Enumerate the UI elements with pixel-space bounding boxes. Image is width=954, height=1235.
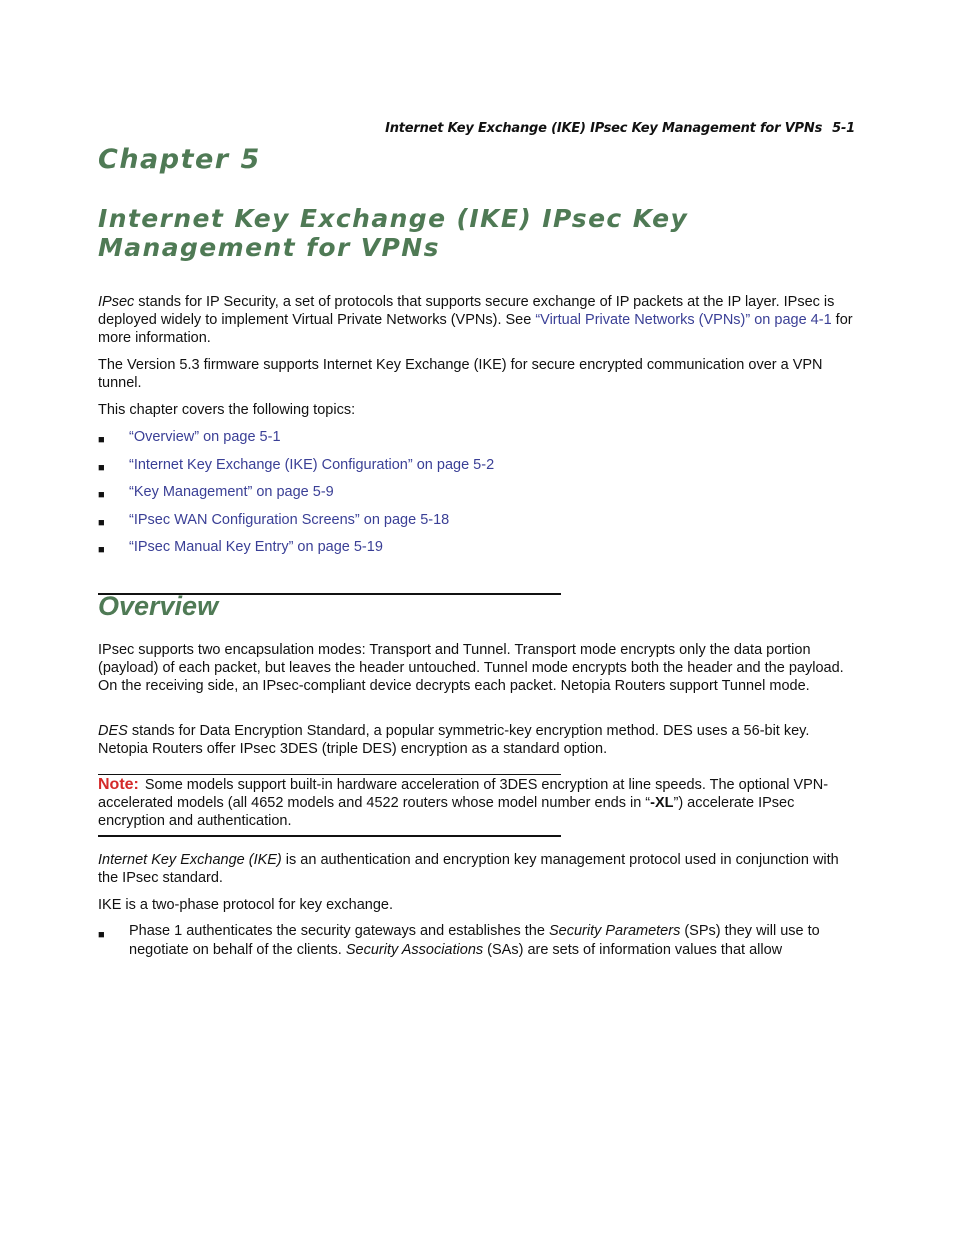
term-security-associations: Security Associations <box>345 942 484 958</box>
topics-list <box>98 428 798 566</box>
note-bottom-rule <box>98 835 561 837</box>
bullet-icon: ■ <box>98 516 105 529</box>
intro-p1-text: stands for IP Security, a set of protocols that supports secure exchange of IP packets at the IP layer. IPsec is deployed widely to implement Virtual Private Networks (VPNs). See <box>98 294 835 328</box>
phase1-text-c: (SAs) are sets of information values that allow <box>483 942 783 958</box>
overview-p2-text: stands for Data Encryption Standard, a popular symmetric-key encryption method. DES uses a 56-bit key. Netopia Routers offer IPsec 3DES (triple DES) encryption as a standard option. <box>98 723 810 757</box>
intro-p2-text: The Version 5.3 firmware supports Internet Key Exchange (IKE) for secure encrypted communication over a VPN tunnel. <box>98 357 823 391</box>
term-ike: Internet Key Exchange (IKE) <box>98 852 282 868</box>
intro-paragraph-2 <box>98 356 856 392</box>
note-tail-text: ”) accelerate IPsec encryption and authentication. <box>98 795 795 829</box>
intro-p3-text: This chapter covers the following topics: <box>98 402 356 418</box>
list-item <box>98 483 798 511</box>
phase1-text-b: (SPs) they will use to negotiate on behalf of the clients. <box>129 923 820 958</box>
intro-paragraph-3 <box>98 401 856 419</box>
running-header-page-number: 5-1 <box>832 121 855 136</box>
list-item <box>98 511 798 539</box>
intro-p1-tail: for more information. <box>98 312 853 346</box>
phase1-text <box>129 922 856 960</box>
overview-p1-text: IPsec supports two encapsulation modes: Transport and Tunnel. Transport mode encrypts only the data portion (payload) of each packet, but leaves the header untouched. Tunnel mode encrypts both the header and the payload. On the receiving side, an IPsec-compliant device decrypts each packet. Netopia Routers support Tunnel mode. <box>98 642 844 694</box>
term-des: DES <box>98 723 128 739</box>
running-header <box>385 121 855 136</box>
note-block <box>98 776 856 830</box>
intro-paragraph-1 <box>98 293 856 347</box>
running-header-title: Internet Key Exchange (IKE) IPsec Key Management for VPNs <box>385 121 823 136</box>
note-label: Note: <box>98 776 139 793</box>
bullet-icon: ■ <box>98 929 105 941</box>
topic-link-manual-key-entry[interactable]: “IPsec Manual Key Entry” on page 5-19 <box>129 539 383 556</box>
phase1-text-a: Phase 1 authenticates the security gateways and establishes the <box>129 923 549 939</box>
list-item <box>98 428 798 456</box>
bullet-icon: ■ <box>98 434 105 446</box>
note-text: Some models support built-in hardware acceleration of 3DES encryption at line speeds. The optional VPN-accelerated models (all 4652 models and 4522 routers whose model number ends in “ <box>98 777 829 811</box>
topic-link-key-management[interactable]: “Key Management” on page 5-9 <box>129 484 334 501</box>
overview-paragraph-2 <box>98 722 856 758</box>
chapter-label: Chapter 5 <box>98 144 261 175</box>
phase1-list-item <box>98 922 856 960</box>
list-item <box>98 456 798 484</box>
bullet-icon: ■ <box>98 461 105 474</box>
bullet-icon: ■ <box>98 489 105 502</box>
chapter-title: Internet Key Exchange (IKE) IPsec Key Management for VPNs <box>98 204 689 262</box>
topic-link-overview[interactable]: “Overview” on page 5-1 <box>129 429 281 445</box>
term-security-parameters: Security Parameters <box>548 923 681 939</box>
vpn-cross-reference-link[interactable]: “Virtual Private Networks (VPNs)” on page 4-1 <box>535 312 832 328</box>
overview-paragraph-1 <box>98 641 856 695</box>
overview-paragraph-4 <box>98 896 856 914</box>
section-title-overview: Overview <box>98 591 219 621</box>
topic-link-wan-configuration[interactable]: “IPsec WAN Configuration Screens” on page 5-18 <box>129 511 450 528</box>
overview-paragraph-3 <box>98 851 856 887</box>
note-bold-text: -XL <box>650 795 674 811</box>
list-item <box>98 538 798 566</box>
topic-link-ike-configuration[interactable]: “Internet Key Exchange (IKE) Configuration” on page 5-2 <box>129 456 495 473</box>
overview-p3-text: is an authentication and encryption key management protocol used in conjunction with the IPsec standard. <box>98 852 839 886</box>
overview-p4-text: IKE is a two-phase protocol for key exchange. <box>98 897 393 913</box>
term-ipsec: IPsec <box>98 294 135 310</box>
note-top-rule <box>98 774 561 775</box>
bullet-icon: ■ <box>98 544 105 557</box>
